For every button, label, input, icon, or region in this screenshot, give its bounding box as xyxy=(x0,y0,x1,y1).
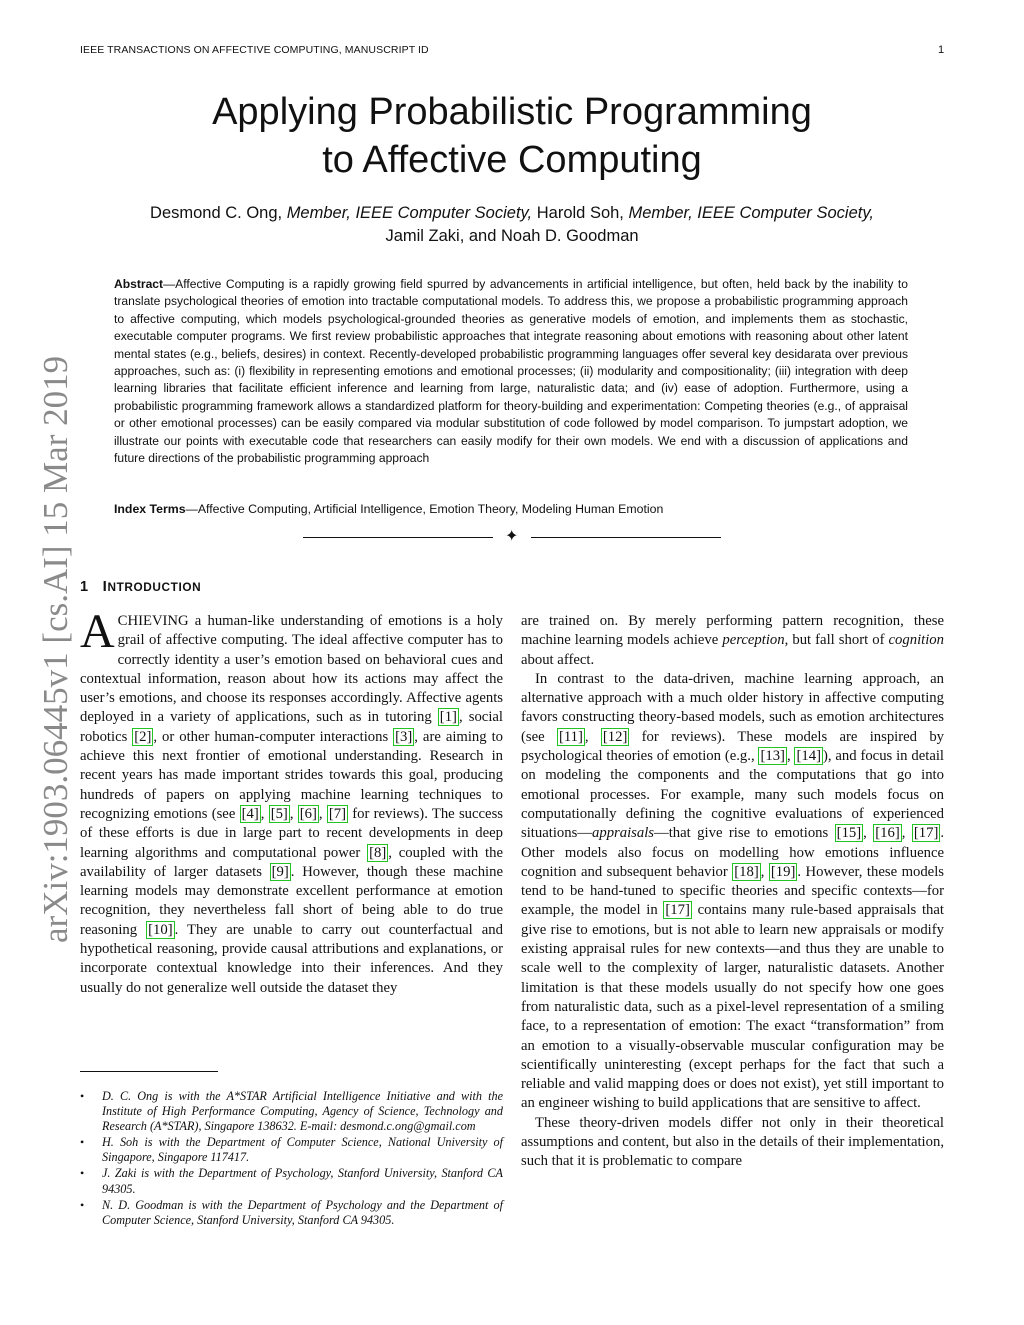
text-run: . They are unable to carry out counterfactual and hypothetical reasoning, provide causal attributions and explanations, or incorporate contextual knowledge into their inferences. And they usually do not generalize well outside the dataset they xyxy=(80,921,503,996)
text-run: , xyxy=(901,825,912,842)
emphasis-appraisals: appraisals xyxy=(592,825,655,842)
abstract xyxy=(114,276,908,467)
section-heading xyxy=(80,578,201,595)
title-line-1: Applying Probabilistic Programming xyxy=(212,91,812,133)
citation-link[interactable]: [9] xyxy=(271,863,289,880)
left-column xyxy=(80,605,504,998)
citation-link[interactable]: [11] xyxy=(558,728,583,745)
text-run: . However, though these machine learning models may demonstrate excellent performance at emotion recognition, they nevertheless fall short of being able to do true reasoning xyxy=(80,863,503,938)
footnote-text: N. D. Goodman is with the Department of Psychology and the Department of Computer Science, Stanford University, Stanford CA 94305. xyxy=(102,1197,503,1227)
text-run: , xyxy=(760,863,769,880)
divider-rule-right xyxy=(531,537,721,538)
text-run: , are aiming to achieve this next frontier of emotional understanding. Research in recent years has made important strides towards this goal, producing hundreds of papers on applying machine learning techniques to recognizing emotions (see xyxy=(80,728,503,822)
intro-lead-caps: CHIEVING xyxy=(117,613,189,629)
citation-link[interactable]: [16] xyxy=(875,825,900,842)
text-run: —that give rise to emotions xyxy=(654,825,835,842)
footnote-text: D. C. Ong is with the A*STAR Artificial Intelligence Initiative and with the Institute of High Performance Computing, Agency of Science, Technology and Research (A*STAR), Singapore 138632. E-mail: desmond.c.ong@gmail.com xyxy=(102,1089,503,1134)
author-soh-membership: Member, IEEE Computer Society, xyxy=(628,204,874,222)
citation-link[interactable]: [13] xyxy=(760,748,785,765)
index-terms-label: Index Terms xyxy=(114,502,186,516)
citation-link[interactable]: [7] xyxy=(328,805,346,822)
citation-link[interactable]: [2] xyxy=(134,728,152,745)
divider-rule-left xyxy=(303,537,493,538)
footnote-item xyxy=(80,1166,503,1196)
footnote-rule xyxy=(80,1071,218,1072)
footnote-item xyxy=(80,1135,503,1165)
author-list xyxy=(90,202,934,248)
citation-link[interactable]: [3] xyxy=(395,728,413,745)
citation-link[interactable]: [10] xyxy=(148,921,173,938)
author-ong: Desmond C. Ong, xyxy=(150,204,283,222)
citation-link[interactable]: [18] xyxy=(734,863,759,880)
bullet-icon: • xyxy=(80,1089,85,1103)
section-number: 1 xyxy=(80,579,89,595)
index-terms-text: —Affective Computing, Artificial Intelligence, Emotion Theory, Modeling Human Emotion xyxy=(185,502,664,516)
citation-link[interactable]: [17] xyxy=(665,902,690,919)
footnote-text: J. Zaki is with the Department of Psychology, Stanford University, Stanford CA 94305. xyxy=(102,1166,503,1196)
text-run: , xyxy=(260,805,269,822)
text-run: , xyxy=(863,825,874,842)
text-run: , or other human-computer interactions xyxy=(153,728,394,745)
text-run: , social robotics xyxy=(80,709,503,745)
citation-link[interactable]: [17] xyxy=(913,825,939,842)
citation-link[interactable]: [4] xyxy=(241,805,259,822)
text-run: . However, these models tend to be hand-tuned to specific theories and specific contexts—for example, the model in xyxy=(521,863,944,919)
intro-paragraph-1 xyxy=(80,605,504,998)
section-title-rest: NTRODUCTION xyxy=(107,580,202,594)
text-run: for reviews). These models are inspired by psychological theories of emotion (e.g., xyxy=(521,728,945,765)
footnotes xyxy=(80,1089,503,1229)
text-run: , xyxy=(786,748,795,765)
text-run: contains many rule-based appraisals that give rise to emotions, but is not able to learn new appraisals or modify existing appraisal rules for new contexts—and thus they are unable to scale well to the complexity of larger, naturalistic datasets. Another limitation is that these models usually do not specify how one goes from naturalistic data, such as a pixel-level representation of a smiling face, to a representation of emotion: The exact “transformation” from an emotion to a visually-observable muscular configuration may be scientifically uninteresting (except perhaps for the fact that such a reliable and valid mapping does or does not exist), yet still important to an engineer wishing to build applications that are sensitive to affect. xyxy=(521,902,944,1112)
author-soh: Harold Soh, xyxy=(536,204,624,222)
bullet-icon: • xyxy=(80,1135,85,1150)
footnote-text: H. Soh is with the Department of Computer Science, National University of Singapore, Singapore 117417. xyxy=(102,1135,503,1165)
citation-link[interactable]: [6] xyxy=(299,805,317,822)
right-column xyxy=(521,612,944,1172)
citation-link[interactable]: [8] xyxy=(369,844,387,861)
text-run: about affect. xyxy=(521,651,595,668)
footnote-item xyxy=(80,1089,503,1134)
bullet-icon: • xyxy=(80,1166,85,1181)
abstract-text: —Affective Computing is a rapidly growing field spurred by advancements in artificial intelligence, but often, held back by the inability to translate psychological theories of emotion into tractable computational models. To address this, we propose a probabilistic programming approach to affective computing, which models psychological-grounded theories as generative models of emotion, and implements them as stochastic, executable computer programs. We first review probabilistic approaches that integrate reasoning about emotions with reasoning about other latent mental states (e.g., beliefs, desires) in context. Recently-developed probabilistic programming languages offer several key desidarata over previous approaches, such as: (i) flexibility in representing emotions and emotional processes; (ii) modularity and compositionality; (iii) integration with deep learning libraries that facilitate efficient inference and learning from large, naturalistic data; and (iv) ease of adoption. Furthermore, using a probabilistic programming framework allows a standardized platform for theory-building and experimentation: Competing theories (e.g., of appraisal or other emotional processes) can be easily compared via modular substitution of code followed by model comparison. To jumpstart adoption, we illustrate our points with executable code that researchers can easily modify for their own models. We end with a discussion of applications and future directions of the probabilistic programming approach xyxy=(114,277,908,466)
running-header: IEEE TRANSACTIONS ON AFFECTIVE COMPUTING, MANUSCRIPT ID xyxy=(80,44,429,56)
citation-link[interactable]: [1] xyxy=(439,709,457,726)
text-run: for reviews). The success of these efforts is due in large part to recent developments in deep learning algorithms and computational power xyxy=(80,805,504,861)
text-run: are trained on. By merely performing pattern recognition, these machine learning models achieve xyxy=(521,613,944,649)
text-run: In contrast to the data-driven, machine learning approach, an alternative approach with a much older history in affective computing favors constructing theory-based models, such as emotion architectures (see xyxy=(521,670,944,745)
text-run: ), and focus in detail on modeling the components and the computations that go into emotional processes. For example, many such models focus on computationally defining the cognitive evaluations of experienced situations— xyxy=(521,748,944,842)
text-run: , coupled with the availability of larger datasets xyxy=(80,844,503,880)
text-run: , but fall short of xyxy=(784,632,889,649)
footnote-item xyxy=(80,1198,503,1228)
citation-link[interactable]: [19] xyxy=(770,863,796,880)
divider-diamond-icon: ✦ xyxy=(505,528,519,545)
emphasis-perception: perception xyxy=(722,632,785,649)
abstract-label: Abstract xyxy=(114,277,164,291)
text-run: , xyxy=(318,805,327,822)
title-line-2: to Affective Computing xyxy=(322,139,702,181)
bullet-icon: • xyxy=(80,1197,85,1212)
citation-link[interactable]: [14] xyxy=(796,748,821,765)
text-run: , xyxy=(289,805,298,822)
text-run: . Other models also focus on modelling how emotions influence cognition and subsequent behavior xyxy=(521,825,945,880)
citation-link[interactable]: [15] xyxy=(836,825,862,842)
author-line-2: Jamil Zaki, and Noah D. Goodman xyxy=(385,227,639,245)
text-run: a human-like understanding of emotions is a holy grail of affective computing. The ideal affective computer has to correctly identity a user’s emotion based on behavioral cues and contextual information, reason about how its actions may affect the user’s emotions, and choose its responses accordingly. Affective agents deployed in a variety of applications, such as in tutoring xyxy=(80,613,503,726)
text-run: , xyxy=(584,728,601,745)
drop-cap: A xyxy=(80,605,115,658)
right-paragraph-1 xyxy=(521,612,944,670)
section-title-initial: I xyxy=(102,578,108,595)
right-paragraph-2 xyxy=(521,670,944,1114)
emphasis-cognition: cognition xyxy=(888,632,944,649)
author-ong-membership: Member, IEEE Computer Society, xyxy=(286,204,533,222)
index-terms xyxy=(114,502,908,516)
arxiv-stamp: arXiv:1903.06445v1 [cs.AI] 15 Mar 2019 xyxy=(36,355,75,943)
citation-link[interactable]: [12] xyxy=(602,728,628,745)
citation-link[interactable]: [5] xyxy=(270,805,288,822)
right-paragraph-3: These theory-driven models differ not only in their theoretical assumptions and content, but also in the details of their implementation, such that it is problematic to compare xyxy=(521,1114,944,1170)
page-number: 1 xyxy=(938,44,945,56)
paper-title xyxy=(150,88,874,184)
author-line-1 xyxy=(90,202,934,225)
